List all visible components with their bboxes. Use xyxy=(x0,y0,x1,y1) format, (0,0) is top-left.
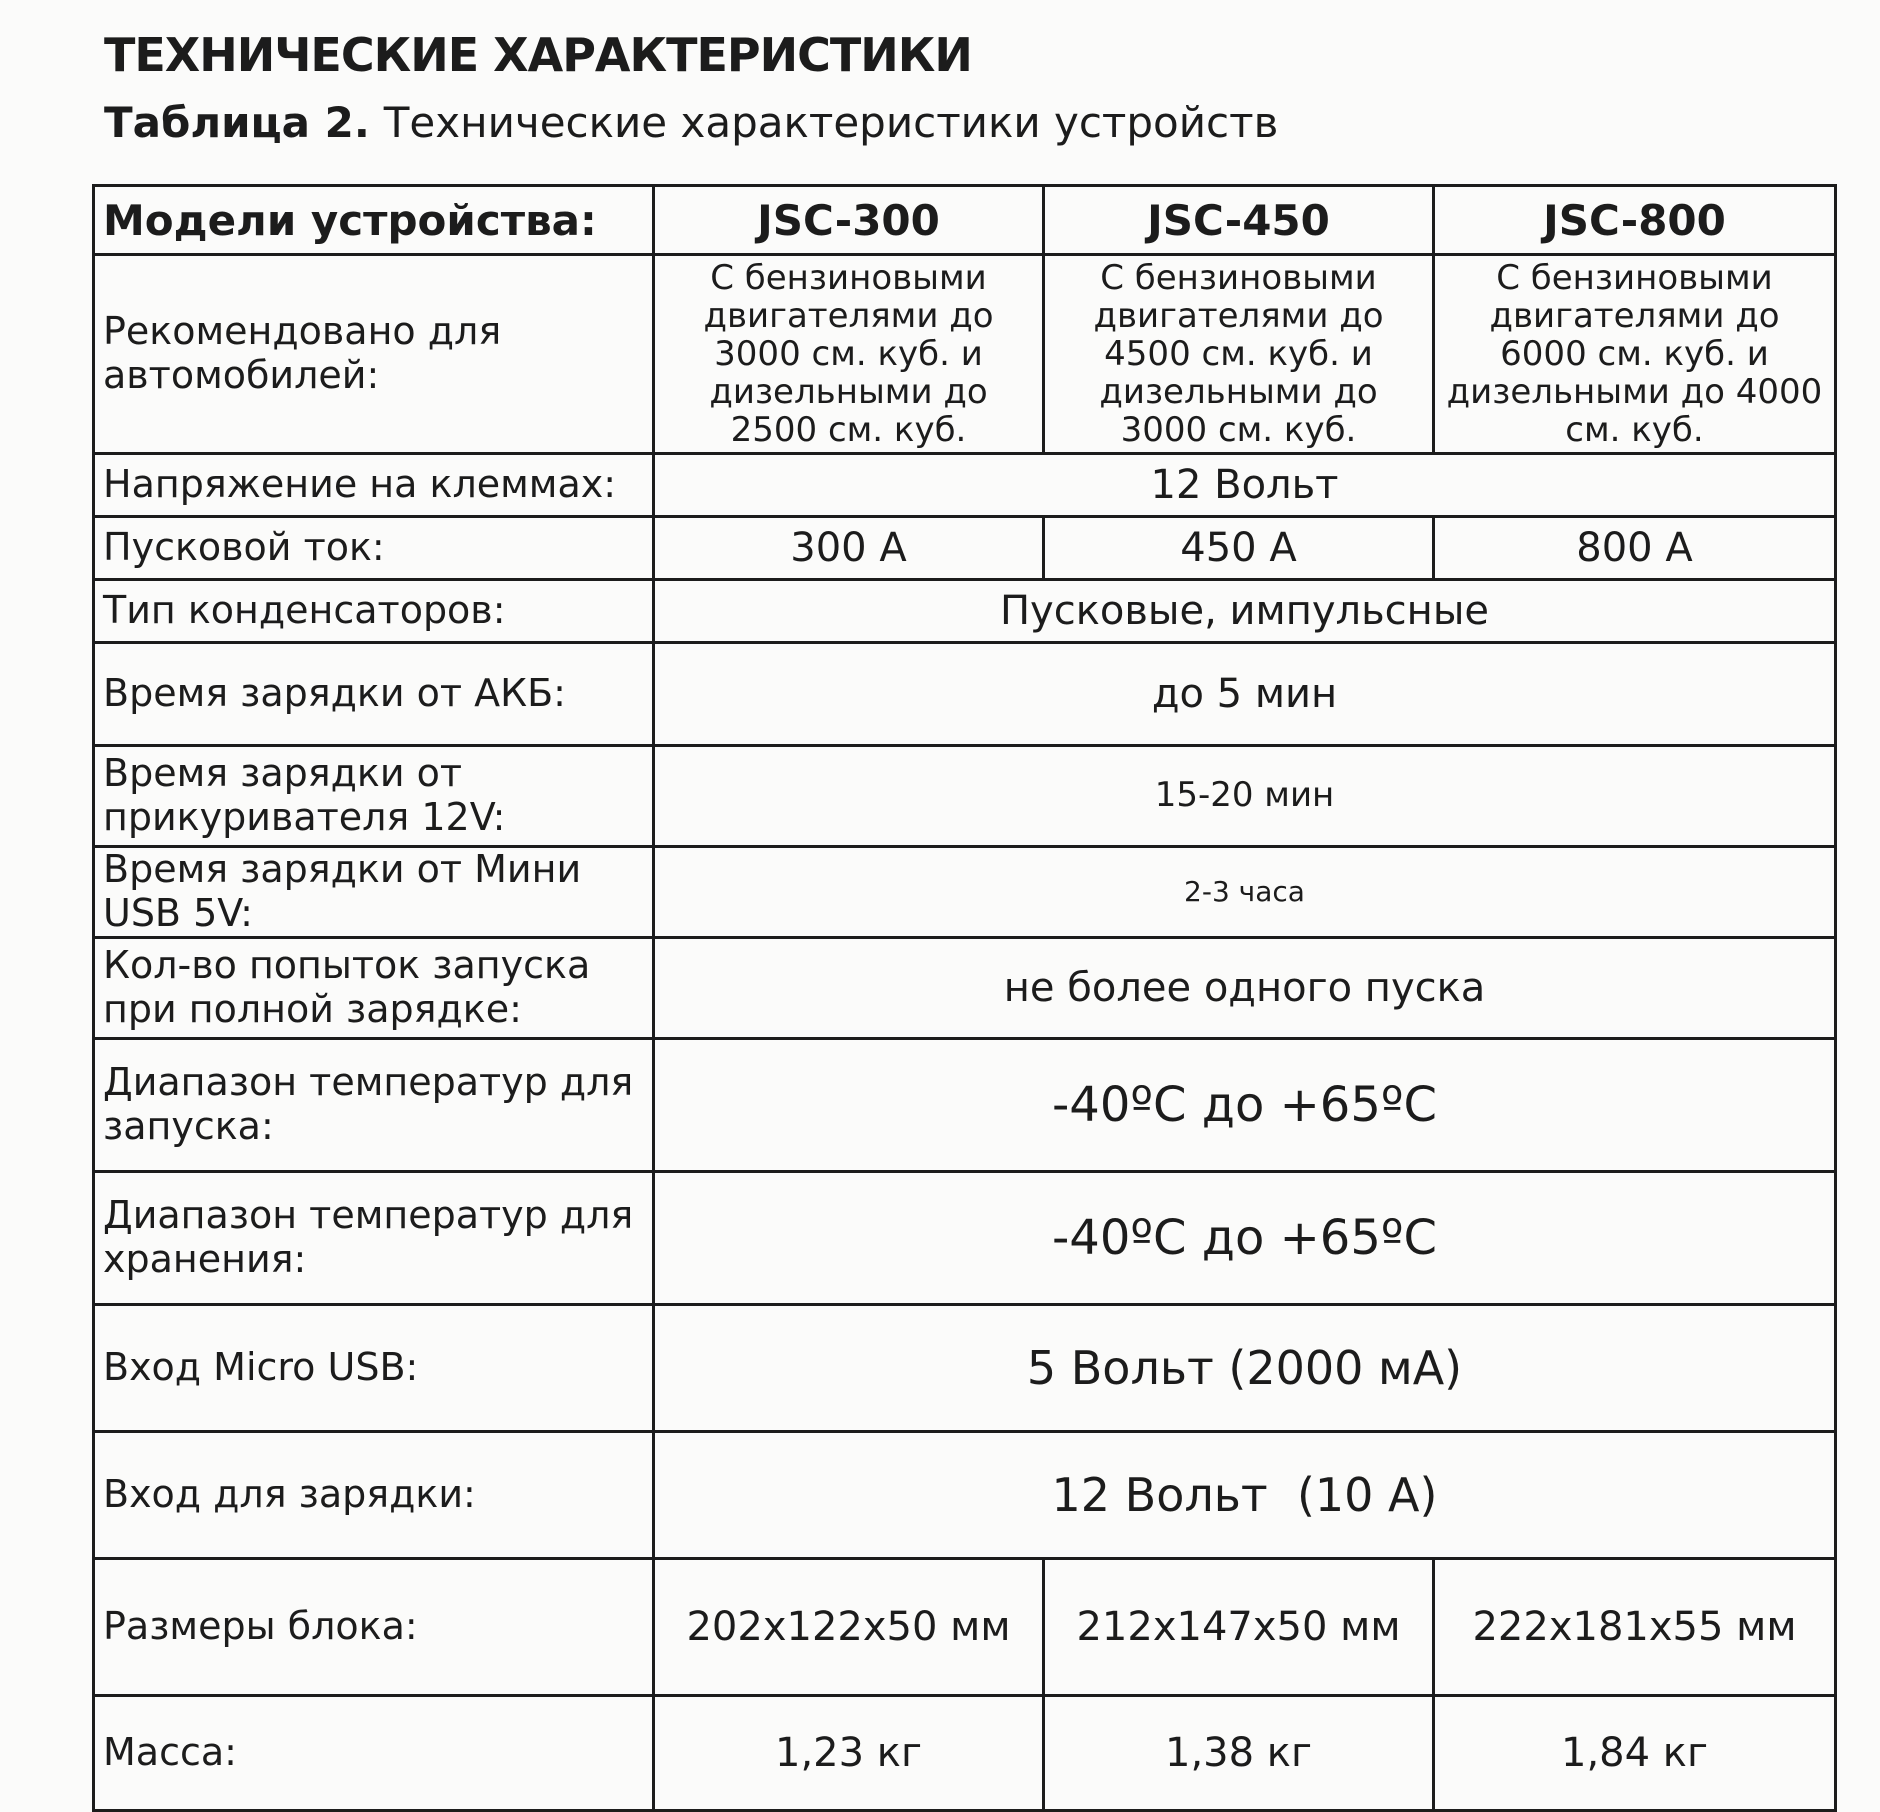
row-label-recommended: Рекомендовано для автомобилей: xyxy=(94,255,654,454)
mass-jsc-450: 1,38 кг xyxy=(1044,1696,1434,1811)
row-label-temp-start: Диапазон температур для запуска: xyxy=(94,1039,654,1172)
table-row xyxy=(94,1305,1836,1432)
table-caption-text: Технические характеристики устройств xyxy=(383,98,1279,147)
row-label-charge-battery: Время зарядки от АКБ: xyxy=(94,643,654,746)
recommended-jsc-800: С бензиновыми двигателями до 6000 см. куб. и дизельными до 4000 см. куб. xyxy=(1434,255,1836,454)
table-row xyxy=(94,1432,1836,1559)
voltage-value: 12 Вольт xyxy=(654,454,1836,517)
row-label-micro-usb: Вход Micro USB: xyxy=(94,1305,654,1432)
row-label-capacitor-type: Тип конденсаторов: xyxy=(94,580,654,643)
dimensions-jsc-450: 212x147x50 мм xyxy=(1044,1559,1434,1696)
row-label-charge-lighter: Время зарядки от прикуривателя 12V: xyxy=(94,746,654,847)
row-label-charge-usb: Время зарядки от Мини USB 5V: xyxy=(94,847,654,938)
table-row xyxy=(94,746,1836,847)
charge-lighter-value: 15-20 мин xyxy=(654,746,1836,847)
row-label-voltage: Напряжение на клеммах: xyxy=(94,454,654,517)
table-caption xyxy=(104,98,1278,147)
micro-usb-value: 5 Вольт (2000 мА) xyxy=(654,1305,1836,1432)
dimensions-jsc-800: 222x181x55 мм xyxy=(1434,1559,1836,1696)
recommended-jsc-450: С бензиновыми двигателями до 4500 см. куб. и дизельными до 3000 см. куб. xyxy=(1044,255,1434,454)
model-jsc-800: JSC-800 xyxy=(1434,186,1836,255)
mass-jsc-800: 1,84 кг xyxy=(1434,1696,1836,1811)
row-label-temp-storage: Диапазон температур для хранения: xyxy=(94,1172,654,1305)
attempts-value: не более одного пуска xyxy=(654,938,1836,1039)
table-row xyxy=(94,1559,1836,1696)
table-row xyxy=(94,580,1836,643)
charge-usb-value: 2-3 часа xyxy=(654,847,1836,938)
row-label-mass: Масса: xyxy=(94,1696,654,1811)
dimensions-jsc-300: 202x122x50 мм xyxy=(654,1559,1044,1696)
recommended-jsc-300: С бензиновыми двигателями до 3000 см. куб. и дизельными до 2500 см. куб. xyxy=(654,255,1044,454)
table-label: Таблица 2. xyxy=(104,98,370,147)
models-label: Модели устройства: xyxy=(94,186,654,255)
table-row xyxy=(94,255,1836,454)
start-current-jsc-450: 450 А xyxy=(1044,517,1434,580)
table-row xyxy=(94,517,1836,580)
model-jsc-300: JSC-300 xyxy=(654,186,1044,255)
model-jsc-450: JSC-450 xyxy=(1044,186,1434,255)
table-header-row xyxy=(94,186,1836,255)
row-label-charge-input: Вход для зарядки: xyxy=(94,1432,654,1559)
table-row xyxy=(94,454,1836,517)
page-title: ТЕХНИЧЕСКИЕ ХАРАКТЕРИСТИКИ xyxy=(104,28,972,82)
start-current-jsc-800: 800 А xyxy=(1434,517,1836,580)
row-label-start-current: Пусковой ток: xyxy=(94,517,654,580)
table-row xyxy=(94,643,1836,746)
charge-battery-value: до 5 мин xyxy=(654,643,1836,746)
capacitor-type-value: Пусковые, импульсные xyxy=(654,580,1836,643)
table-row xyxy=(94,1039,1836,1172)
row-label-attempts: Кол-во попыток запуска при полной зарядке: xyxy=(94,938,654,1039)
specs-table xyxy=(92,184,1837,1812)
table-row xyxy=(94,1172,1836,1305)
mass-jsc-300: 1,23 кг xyxy=(654,1696,1044,1811)
table-row xyxy=(94,847,1836,938)
charge-input-value: 12 Вольт (10 А) xyxy=(654,1432,1836,1559)
start-current-jsc-300: 300 А xyxy=(654,517,1044,580)
row-label-dimensions: Размеры блока: xyxy=(94,1559,654,1696)
table-row xyxy=(94,938,1836,1039)
temp-storage-value: -40ºC до +65ºC xyxy=(654,1172,1836,1305)
table-row xyxy=(94,1696,1836,1811)
temp-start-value: -40ºC до +65ºC xyxy=(654,1039,1836,1172)
